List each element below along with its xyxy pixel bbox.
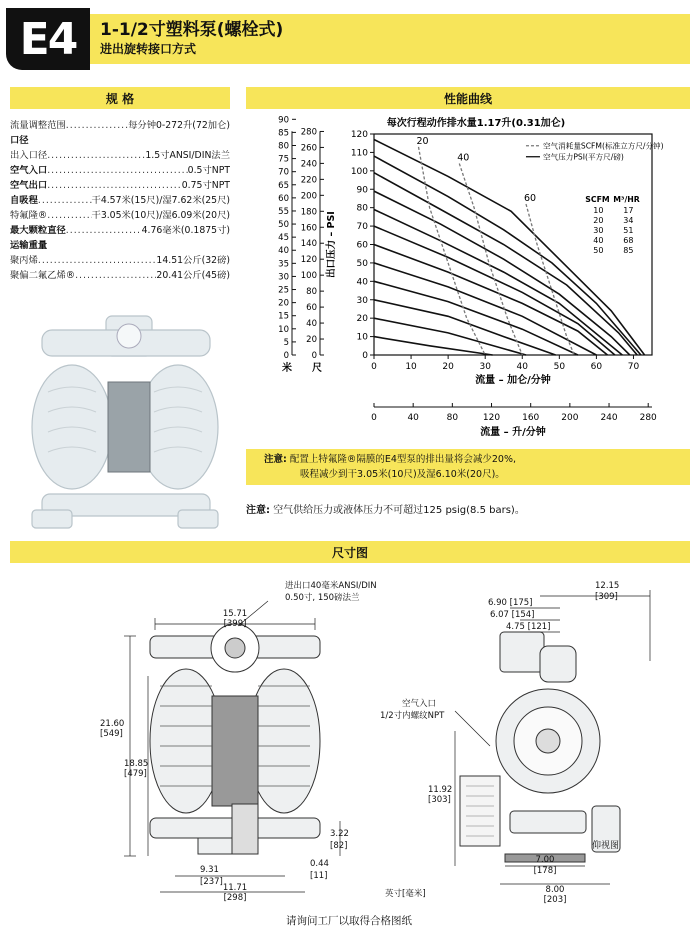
- performance-chart: [246, 112, 690, 442]
- air-inlet-label: 空气入口: [402, 699, 437, 709]
- spec-row: [10, 133, 230, 148]
- feet-tick-label: 60: [306, 303, 317, 314]
- dim-side-height-mm: [303]: [428, 795, 451, 805]
- meter-tick-label: 20: [278, 298, 289, 309]
- legend-entry: 空气消耗量SCFM(标准立方尺/分钟): [542, 141, 664, 151]
- pump-photo: [28, 312, 223, 532]
- scfm-curve-label: 60: [523, 192, 537, 204]
- x2-tick-label: 0: [371, 413, 377, 423]
- x-tick-label: 40: [516, 362, 528, 372]
- front-left-chamber: [150, 669, 222, 813]
- spec-row: [10, 268, 230, 283]
- teflon-note: [246, 449, 690, 485]
- spec-value: 14.51公斤(32磅): [156, 255, 230, 266]
- feet-tick-label: 40: [306, 319, 317, 330]
- spec-row: [10, 178, 230, 193]
- feet-tick-label: 260: [300, 143, 317, 154]
- page-subtitle: 进出旋转接口方式: [100, 42, 197, 56]
- y-tick-label: 110: [350, 148, 368, 159]
- feet-tick-label: 180: [300, 207, 317, 218]
- note1-line2: 吸程减少到干3.05米(10尺)及湿6.10米(20尺)。: [300, 469, 505, 480]
- spec-label: 聚丙烯: [10, 255, 38, 266]
- units-label: 英寸[毫米]: [385, 889, 426, 899]
- dim-side-foot-mm: [178]: [533, 866, 557, 876]
- air-table-cell: 10: [593, 206, 604, 216]
- x2-tick-label: 280: [639, 413, 657, 423]
- y-tick-label: 80: [356, 203, 368, 214]
- y-axis-label: 出口压力 – PSI: [326, 211, 337, 278]
- air-table-cell: 68: [623, 236, 634, 246]
- spec-label: 聚偏二氟乙烯®: [10, 270, 76, 281]
- x2-axis-label: 流量 – 升/分钟: [480, 427, 546, 438]
- dim-offset-mm: [11]: [310, 871, 328, 881]
- dim-width-front-mm: [399]: [223, 619, 247, 629]
- spec-row: [10, 148, 230, 163]
- x2-tick-label: 80: [446, 413, 459, 423]
- dim-foot-spacing-mm: [237]: [200, 877, 223, 887]
- meter-tick-label: 40: [278, 246, 289, 257]
- feet-tick-label: 220: [300, 175, 317, 186]
- spec-label: 空气入口: [10, 165, 48, 176]
- dim-height-port-mm: [479]: [124, 769, 147, 779]
- feet-tick-label: 280: [300, 127, 317, 138]
- air-table-cell: 51: [623, 226, 634, 236]
- air-table-cell: 85: [623, 246, 634, 256]
- legend-entry: 空气压力PSI(平方尺/磅): [542, 152, 624, 162]
- x-tick-label: 20: [442, 362, 454, 372]
- feet-tick-label: 140: [300, 239, 317, 250]
- spec-label: 口径: [10, 135, 29, 146]
- curve-heading: 性能曲线: [246, 87, 690, 109]
- meter-tick-label: 75: [278, 154, 289, 165]
- spec-row: [10, 193, 230, 208]
- spec-value: 0.75寸NPT: [181, 180, 230, 191]
- dim-depth-4: 4.75 [121]: [506, 622, 551, 632]
- air-table-cell: 34: [623, 216, 634, 226]
- air-inlet-spec: 1/2寸内螺纹NPT: [380, 711, 445, 721]
- x2-tick-label: 240: [600, 413, 618, 423]
- x-tick-label: 0: [371, 362, 377, 372]
- dimension-drawing: [0, 566, 698, 938]
- y-tick-label: 120: [350, 130, 368, 140]
- inlet-note-line2: 0.50寸, 150磅法兰: [285, 593, 360, 603]
- front-right-chamber: [248, 669, 320, 813]
- specs-list: [10, 118, 230, 283]
- spec-label: 出入口径: [10, 150, 48, 161]
- y-tick-label: 0: [362, 351, 368, 361]
- y-tick-label: 60: [356, 240, 368, 251]
- dim-base-mm: [82]: [330, 841, 348, 851]
- y-tick-label: 20: [356, 314, 368, 325]
- spec-row: [10, 253, 230, 268]
- spec-label: 运输重量: [10, 240, 48, 251]
- note2-label: 注意:: [246, 505, 270, 516]
- scfm-curve-label: 40: [457, 152, 470, 164]
- meter-tick-label: 15: [278, 311, 289, 322]
- y-tick-label: 10: [356, 332, 368, 343]
- spec-row: [10, 223, 230, 238]
- model-badge: E4: [6, 8, 90, 70]
- feet-tick-label: 80: [306, 287, 317, 298]
- x2-tick-label: 120: [482, 413, 501, 423]
- chart-title: 每次行程动作排水量1.17升(0.31加仑): [386, 118, 566, 129]
- feet-tick-label: 240: [300, 159, 317, 170]
- dim-width-front: 15.71: [222, 609, 248, 619]
- dim-foot-spacing: 9.31: [200, 865, 219, 875]
- air-table-header: SCFM: [585, 195, 610, 205]
- dim-height-total-mm: [549]: [100, 729, 123, 739]
- x-axis-label: 流量 – 加仑/分钟: [475, 375, 551, 386]
- dim-side-height: 11.92: [428, 785, 453, 795]
- dim-depth: 12.15: [595, 581, 620, 591]
- air-table-header: M³/HR: [613, 195, 640, 205]
- dim-depth-3: 6.07 [154]: [490, 610, 535, 620]
- x2-tick-label: 40: [407, 413, 419, 423]
- front-center-block: [212, 696, 258, 806]
- meter-tick-label: 5: [283, 337, 289, 348]
- feet-tick-label: 120: [300, 255, 317, 266]
- meter-tick-label: 85: [278, 128, 289, 139]
- x-tick-label: 70: [627, 362, 640, 372]
- dims-heading: 尺寸图: [10, 541, 690, 563]
- dim-height-port: 18.85: [124, 759, 149, 769]
- spec-label: 自吸程: [10, 195, 38, 206]
- spec-value: 20.41公斤(45磅): [156, 270, 230, 281]
- inlet-note-line1: 进出口40毫米ANSI/DIN: [285, 581, 377, 591]
- spec-row: [10, 208, 230, 223]
- dim-foot-width: 11.71: [222, 883, 248, 893]
- spec-row: [10, 163, 230, 178]
- x-tick-label: 50: [553, 362, 566, 372]
- air-table-cell: 20: [593, 216, 604, 226]
- spec-label: 特氟隆®: [10, 210, 48, 221]
- y-tick-label: 70: [356, 222, 368, 233]
- specs-heading: 规 格: [10, 87, 230, 109]
- feet-tick-label: 200: [300, 191, 317, 202]
- pressure-note: [246, 501, 525, 516]
- meter-tick-label: 50: [278, 220, 289, 231]
- meter-tick-label: 0: [283, 351, 289, 361]
- meter-tick-label: 80: [278, 141, 289, 152]
- feet-tick-label: 160: [300, 223, 317, 234]
- spec-label: 最大颗粒直径: [10, 225, 66, 236]
- x-tick-label: 30: [479, 362, 491, 372]
- meter-tick-label: 55: [278, 206, 289, 217]
- dim-side-base-mm: [203]: [543, 895, 567, 905]
- x-tick-label: 10: [405, 362, 417, 372]
- note1-line1: 配置上特氟隆®隔膜的E4型泵的排出量将会减少20%,: [289, 454, 517, 465]
- spec-label: 空气出口: [10, 180, 48, 191]
- spec-row: [10, 238, 230, 253]
- x2-tick-label: 200: [561, 413, 579, 423]
- spec-value: 干4.57米(15尺)/湿7.62米(25尺): [91, 195, 230, 206]
- feet-label: 尺: [312, 363, 322, 374]
- y-tick-label: 50: [356, 258, 368, 269]
- x-tick-label: 60: [590, 362, 603, 372]
- x2-tick-label: 160: [522, 413, 540, 423]
- meter-tick-label: 90: [278, 115, 289, 126]
- note2-text: 空气供给压力或液体压力不可超过125 psig(8.5 bars)。: [273, 505, 525, 516]
- meter-tick-label: 35: [278, 259, 289, 270]
- meter-label: 米: [282, 363, 292, 374]
- note1-label: 注意:: [264, 454, 287, 465]
- y-tick-label: 40: [356, 277, 368, 288]
- feet-tick-label: 0: [311, 351, 317, 361]
- air-table-cell: 50: [593, 246, 604, 256]
- feet-tick-label: 100: [300, 271, 317, 282]
- y-tick-label: 30: [356, 295, 368, 306]
- air-table-cell: 40: [593, 236, 604, 246]
- spec-value: 4.76毫米(0.1875寸): [141, 225, 230, 236]
- scfm-curve-label: 20: [416, 135, 429, 147]
- dim-depth-2: 6.90 [175]: [488, 598, 533, 608]
- meter-tick-label: 45: [278, 233, 289, 244]
- spec-label: 流量调整范围: [10, 120, 66, 131]
- dim-base: 3.22: [330, 829, 349, 839]
- spec-value: 0.5寸NPT: [187, 165, 230, 176]
- spec-value: 干3.05米(10尺)/湿6.09米(20尺): [91, 210, 230, 221]
- dim-side-base: 8.00: [545, 885, 565, 895]
- bottom-view-label: 仰视图: [592, 841, 620, 851]
- air-table-cell: 30: [593, 226, 604, 236]
- air-table-cell: 17: [623, 206, 634, 216]
- meter-tick-label: 60: [278, 193, 289, 204]
- side-muffler: [460, 776, 500, 846]
- y-tick-label: 90: [356, 185, 368, 196]
- page-title: 1-1/2寸塑料泵(螺栓式): [100, 20, 284, 40]
- footer-note: 请询问工厂以取得合格图纸: [286, 915, 412, 927]
- dim-foot-width-mm: [298]: [223, 893, 247, 903]
- side-top-port: [500, 632, 544, 672]
- spec-row: [10, 118, 230, 133]
- dim-offset: 0.44: [310, 859, 329, 869]
- meter-tick-label: 70: [278, 167, 289, 178]
- meter-tick-label: 65: [278, 180, 289, 191]
- dim-depth-mm: [309]: [595, 592, 618, 602]
- spec-value: 每分钟0-272升(72加仑): [128, 120, 230, 131]
- spec-value: 1.5寸ANSI/DIN法兰: [145, 150, 230, 161]
- dim-side-foot: 7.00: [535, 855, 555, 865]
- meter-tick-label: 30: [278, 272, 289, 283]
- y-tick-label: 100: [350, 166, 368, 177]
- meter-tick-label: 10: [278, 324, 289, 335]
- feet-tick-label: 20: [306, 335, 317, 346]
- meter-tick-label: 25: [278, 285, 289, 296]
- dim-height-total: 21.60: [100, 719, 125, 729]
